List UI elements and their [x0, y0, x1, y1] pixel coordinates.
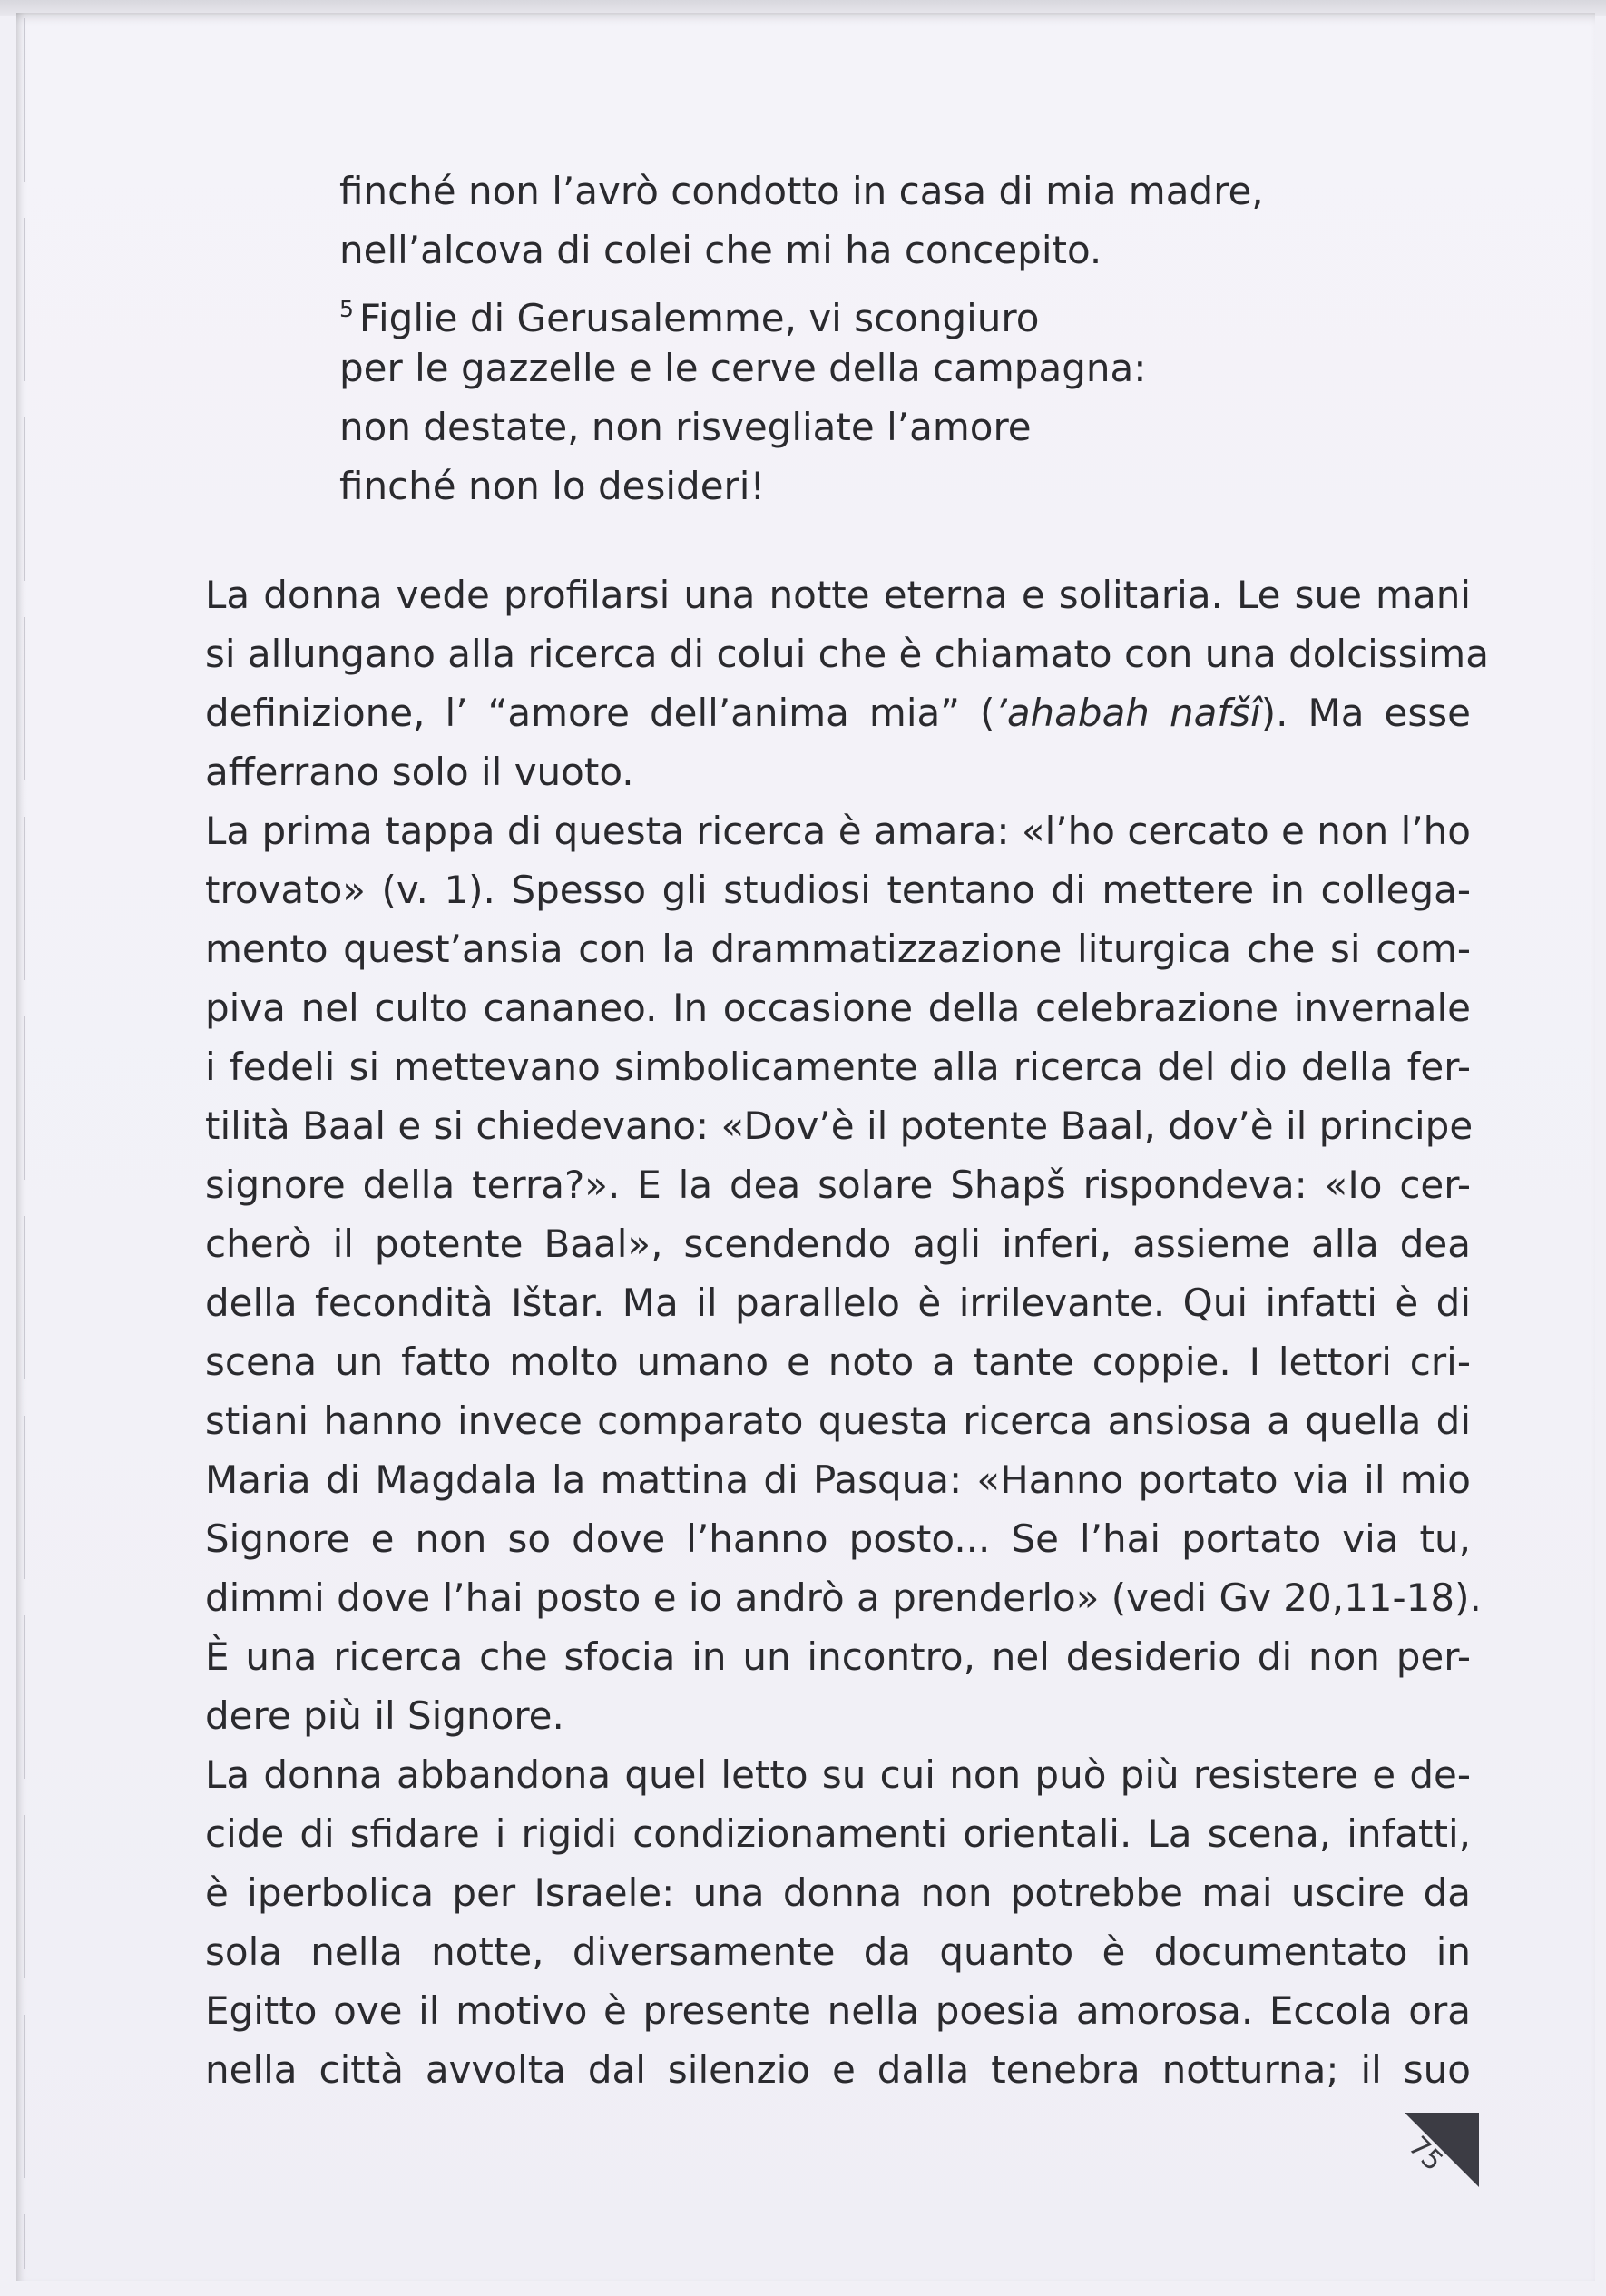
verse-number: 5 — [339, 296, 354, 322]
verse-line: nell’alcova di colei che mi ha concepito. — [339, 228, 1102, 272]
text-line: signore della terra?». E la dea solare Shapš rispondeva: «Io cer- — [205, 1163, 1471, 1207]
verse-line — [339, 280, 1039, 348]
text-line: sola nella notte, diversamente da quanto è documentato in — [205, 1929, 1471, 1974]
text-line: scena un fatto molto umano e noto a tante coppie. I lettori cri- — [205, 1339, 1471, 1384]
text-line: trovato» (v. 1). Spesso gli studiosi tentano di mettere in collega- — [205, 868, 1471, 912]
text-line: La donna vede profilarsi una notte eterna e solitaria. Le sue mani — [205, 573, 1471, 617]
verse-line: per le gazzelle e le cerve della campagna: — [339, 346, 1147, 390]
italic-term: ’ahabah nafšî — [994, 691, 1261, 735]
text-line: della fecondità Ištar. Ma il parallelo è irrilevante. Qui infatti è di — [205, 1280, 1471, 1325]
verse-line: finché non lo desideri! — [339, 464, 766, 508]
text-line: dere più il Signore. — [205, 1693, 564, 1738]
text-line: nella città avvolta dal silenzio e dalla tenebra notturna; il suo — [205, 2047, 1471, 2092]
text-line: Egitto ove il motivo è presente nella poesia amorosa. Eccola ora — [205, 1988, 1471, 2033]
text-line: mento quest’ansia con la drammatizzazione liturgica che si com- — [205, 927, 1471, 971]
text-line: Maria di Magdala la mattina di Pasqua: «Hanno portato via il mio — [205, 1457, 1471, 1502]
text-line: cide di sfidare i rigidi condizionamenti orientali. La scena, infatti, — [205, 1811, 1471, 1856]
text-line: piva nel culto cananeo. In occasione della celebrazione invernale — [205, 986, 1471, 1030]
verse-line: non destate, non risvegliate l’amore — [339, 405, 1032, 449]
text-segment: definizione, l’ “amore dell’anima mia” ( — [205, 691, 995, 735]
text-line: afferrano solo il vuoto. — [205, 750, 634, 794]
text-line — [205, 683, 1471, 742]
page-number: 75 — [1402, 2130, 1449, 2178]
text-line: cherò il potente Baal», scendendo agli inferi, assieme alla dea — [205, 1222, 1471, 1266]
binding-spine — [24, 18, 25, 2269]
text-line: i fedeli si mettevano simbolicamente alla ricerca del dio della fer- — [205, 1045, 1471, 1089]
text-line: stiani hanno invece comparato questa ricerca ansiosa a quella di — [205, 1398, 1471, 1443]
verse-line: finché non l’avrò condotto in casa di mia madre, — [339, 169, 1264, 213]
text-line: Signore e non so dove l’hanno posto... Se l’hai portato via tu, — [205, 1516, 1471, 1561]
text-segment: ). Ma esse — [1260, 691, 1471, 735]
text-line: si allungano alla ricerca di colui che è chiamato con una dolcissima — [205, 632, 1489, 676]
text-line: La prima tappa di questa ricerca è amara: «l’ho cercato e non l’ho — [205, 809, 1471, 853]
text-line: È una ricerca che sfocia in un incontro, nel desiderio di non per- — [205, 1634, 1471, 1679]
text-line: tilità Baal e si chiedevano: «Dov’è il potente Baal, dov’è il principe — [205, 1104, 1474, 1148]
verse-text: Figlie di Gerusalemme, vi scongiuro — [358, 296, 1040, 340]
text-line: dimmi dove l’hai posto e io andrò a prenderlo» (vedi Gv 20,11-18). — [205, 1575, 1482, 1620]
text-line: è iperbolica per Israele: una donna non potrebbe mai uscire da — [205, 1870, 1471, 1915]
text-line: La donna abbandona quel letto su cui non può più resistere e de- — [205, 1752, 1471, 1797]
